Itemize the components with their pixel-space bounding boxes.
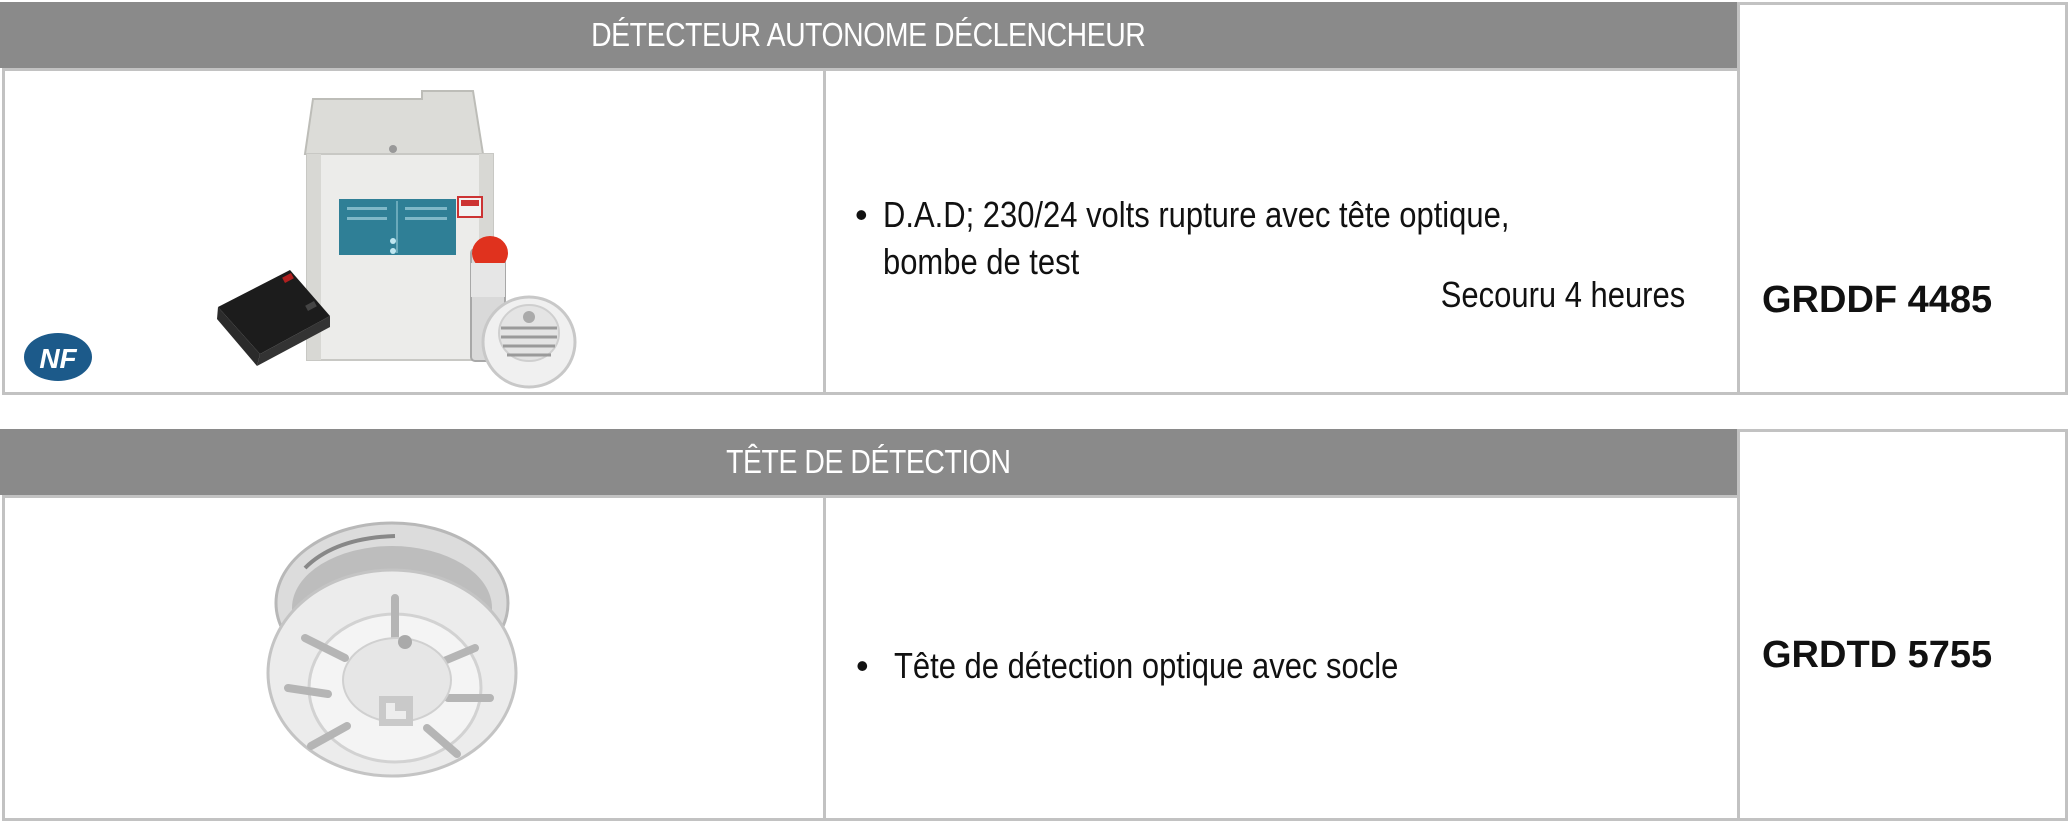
product-title: DÉTECTEUR AUTONOME DÉCLENCHEUR (591, 16, 1146, 53)
description-line: Tête de détection optique avec socle (894, 645, 1399, 686)
product-title-bar (0, 2, 1737, 68)
product-image-cell (2, 68, 826, 395)
nf-badge-label: NF (39, 343, 77, 374)
bullet: • (855, 194, 868, 235)
product-title: TÊTE DE DÉTECTION (726, 443, 1011, 480)
product-row-detecteur (0, 2, 2070, 395)
product-reference-cell (1737, 429, 2068, 821)
description-line: D.A.D; 230/24 volts rupture avec tête optique, (883, 194, 1510, 235)
product-description-cell (823, 495, 1740, 821)
product-reference: GRDTD 5755 (1762, 634, 1993, 676)
cabinet-lid (305, 91, 483, 154)
nf-certification-badge (24, 333, 92, 381)
bullet: • (856, 645, 869, 686)
cabinet-body (307, 154, 493, 360)
product-description-cell (823, 68, 1740, 395)
product-description (855, 191, 1611, 285)
detector-kit-illustration (5, 71, 823, 392)
description-line: bombe de test (883, 241, 1080, 282)
detector-head-illustration (5, 498, 823, 818)
product-image-cell (2, 495, 826, 821)
backup-duration-note: Secouru 4 heures (1440, 274, 1685, 315)
product-row-tete-detection (0, 429, 2070, 821)
product-description (856, 642, 1480, 689)
product-title-bar (0, 429, 1737, 495)
product-reference-cell (1737, 2, 2068, 395)
product-reference: GRDDF 4485 (1762, 279, 1993, 321)
